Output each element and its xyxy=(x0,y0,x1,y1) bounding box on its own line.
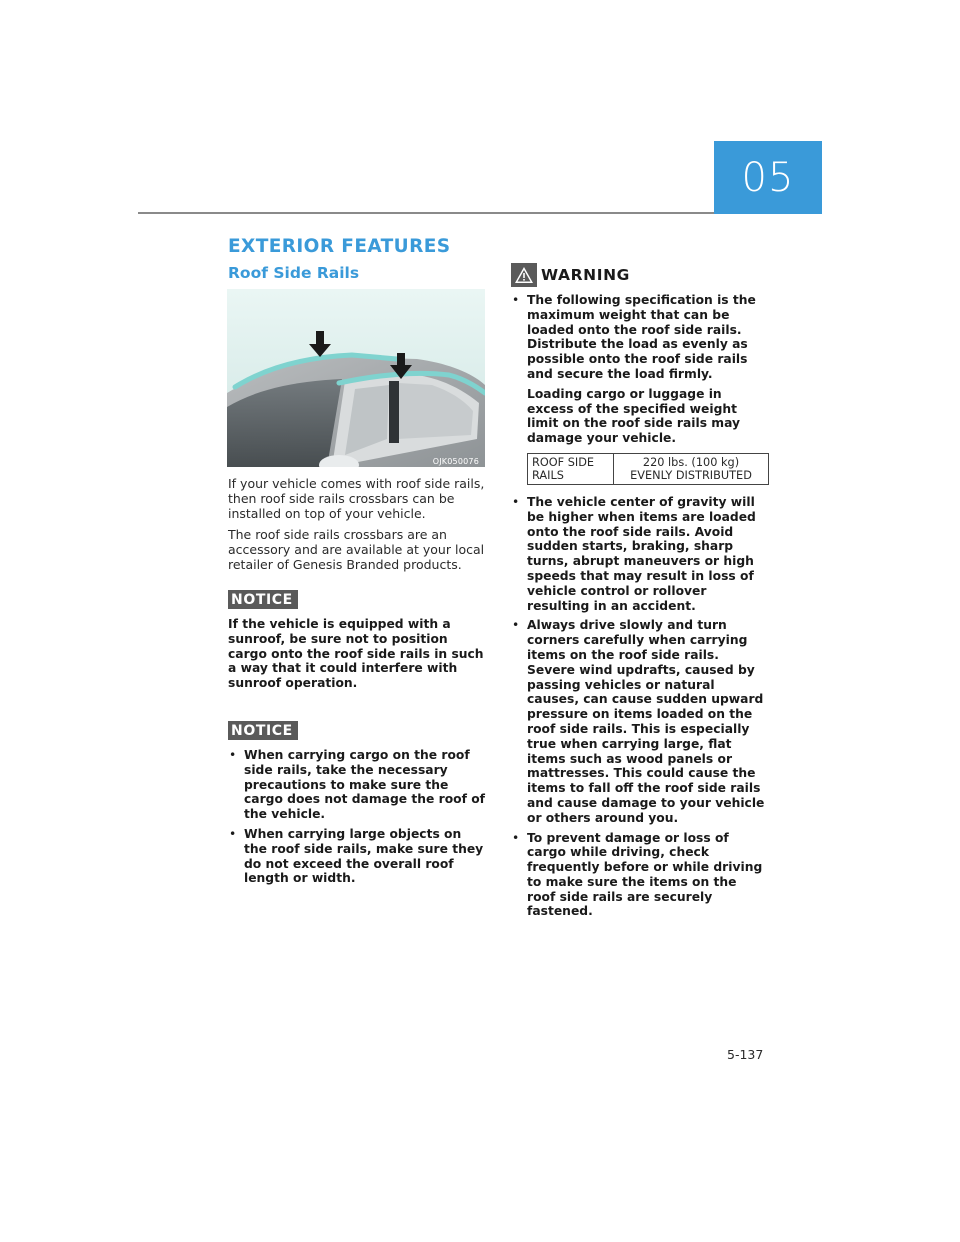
spec-value-line: 220 lbs. (100 kg) xyxy=(642,455,740,469)
spec-label: ROOF SIDE RAILS xyxy=(528,453,614,484)
car-roof-illustration xyxy=(227,289,485,467)
warning-label: WARNING xyxy=(541,266,630,284)
list-item-text: When carrying large objects on the roof side rails, make sure they do not exceed the overall roof length or width. xyxy=(244,826,484,886)
warning-list-continued xyxy=(511,495,769,919)
list-item xyxy=(511,293,769,446)
list-item-text: The following specification is the maximum weight that can be loaded onto the roof side rails. Distribute the load as evenly as possible onto the roof side rails and secure the load firmly. xyxy=(527,293,756,381)
list-item-text: Always drive slowly and turn corners carefully when carrying items on the roof side rails. Severe wind updrafts, caused by passing vehicles or natural causes, can cause sudden upward pressure on items loaded on the roof side rails. This is especially true when carrying large, flat items such as wood panels or mattresses. This could cause the items to fall off the roof side rails and cause damage to your vehicle or others around you. xyxy=(527,618,765,825)
left-column xyxy=(228,476,486,891)
bullet-icon: • xyxy=(512,494,520,509)
bullet-icon: • xyxy=(512,618,520,633)
warning-triangle-icon xyxy=(511,263,537,287)
warning-list xyxy=(511,293,769,446)
list-item-text: The vehicle center of gravity will be higher when items are loaded onto the roof side rails. Avoid sudden starts, braking, sharp turns, abrupt maneuvers or high speeds that may result in loss of vehicle control or rollover resulting in an accident. xyxy=(527,494,756,613)
figure-code: OJK050076 xyxy=(432,457,479,466)
list-item xyxy=(511,831,769,920)
bullet-icon: • xyxy=(512,830,520,845)
intro-paragraph: The roof side rails crossbars are an accessory and are available at your local retailer of Genesis Branded products. xyxy=(228,527,485,572)
roof-rails-figure xyxy=(227,289,485,467)
list-item-subtext: Loading cargo or luggage in excess of the specified weight limit on the roof side rails may damage your vehicle. xyxy=(527,386,741,446)
table-row xyxy=(528,453,769,484)
bullet-icon: • xyxy=(512,293,520,307)
right-column xyxy=(511,263,769,924)
notice-list xyxy=(228,748,486,886)
header-rule xyxy=(138,212,714,214)
bullet-icon: • xyxy=(229,826,237,841)
notice-text: If the vehicle is equipped with a sunroof, be sure not to position cargo onto the roof side rails in such a way that it could interfere with sunroof operation. xyxy=(228,617,484,691)
list-item-text: When carrying cargo on the roof side rails, take the necessary precautions to make sure the cargo does not damage the roof of the vehicle. xyxy=(244,747,486,822)
list-item xyxy=(228,748,486,822)
notice-block-2 xyxy=(228,709,486,886)
notice-block-1 xyxy=(228,578,486,691)
page-number: 5-137 xyxy=(727,1047,764,1062)
spec-value xyxy=(614,453,769,484)
warning-header xyxy=(511,263,769,287)
bullet-icon: • xyxy=(229,747,237,762)
list-item-text: To prevent damage or loss of cargo while driving, check frequently before or while driving to make sure the items on the roof side rails are securely fastened. xyxy=(527,830,763,919)
chapter-tab xyxy=(714,141,822,214)
spec-value-line: EVENLY DISTRIBUTED xyxy=(630,468,752,482)
section-title: EXTERIOR FEATURES xyxy=(228,236,451,257)
spec-table xyxy=(527,453,769,485)
intro-paragraph: If your vehicle comes with roof side rails, then roof side rails crossbars can be installed on top of your vehicle. xyxy=(228,476,485,521)
chapter-number: 05 xyxy=(741,154,795,201)
notice-label: NOTICE xyxy=(228,590,298,609)
notice-label: NOTICE xyxy=(228,721,298,740)
list-item xyxy=(511,495,769,613)
list-item xyxy=(228,827,486,886)
list-item xyxy=(511,618,769,825)
subsection-title: Roof Side Rails xyxy=(228,264,360,282)
